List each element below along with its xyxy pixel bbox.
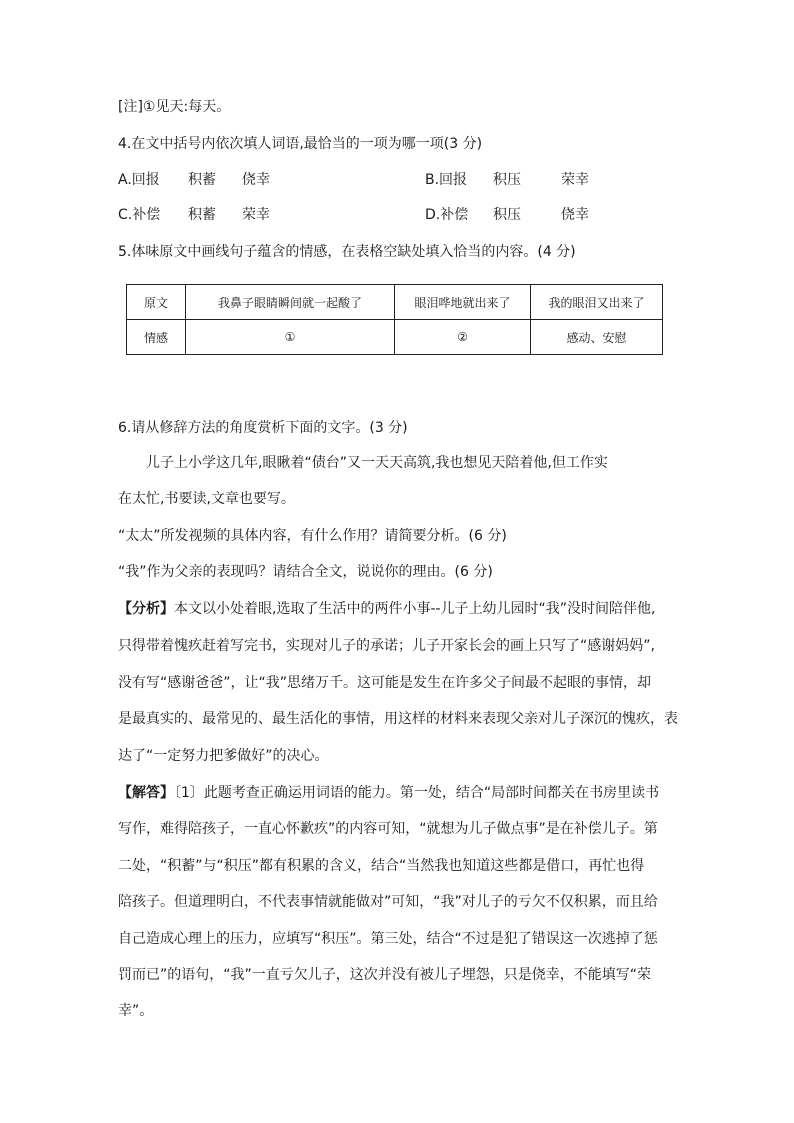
answer-line: 写作，难得陪孩子，一直心怀歉疚”的内容可知，“就想为儿子做点事”是在补偿儿子。第 bbox=[118, 821, 658, 837]
table-cell: 感动、安慰 bbox=[531, 320, 663, 355]
option-letter: D.补偿 bbox=[425, 207, 469, 223]
analysis-line: 达了“一定努力把爹做好”的决心。 bbox=[118, 748, 329, 764]
analysis-text: 本文以小处着眼,选取了生活中的两件小事--儿子上幼儿园时“我”没时间陪伴他, bbox=[174, 601, 656, 617]
option-word: 荣幸 bbox=[561, 172, 589, 188]
option-d bbox=[425, 204, 589, 224]
analysis-line bbox=[118, 598, 656, 618]
table-cell: 情感 bbox=[127, 320, 186, 355]
answer-line: 幸”。 bbox=[118, 1003, 154, 1019]
analysis-line: 没有写“感谢爸爸”，让“我”思绪万千。这可能是发生在许多父子间最不起眼的事情，却 bbox=[118, 675, 652, 691]
answer-line: 罚而已”的语句，“我”一直亏欠儿子，这次并没有被儿子埋怨，只是侥幸，不能填写“荣 bbox=[118, 967, 652, 983]
table-cell: 我鼻子眼睛瞬间就一起酸了 bbox=[186, 285, 395, 320]
answer-line: 自己造成心理上的压力，应填写“积压”。第三处，结合“不过是犯了错误这一次逃掉了惩 bbox=[118, 931, 658, 947]
table-cell: ① bbox=[186, 320, 395, 355]
option-word: 积压 bbox=[493, 172, 521, 188]
answer-line bbox=[118, 782, 659, 802]
option-word: 荣幸 bbox=[242, 207, 270, 223]
question-8-stem: “我”作为父亲的表现吗？请结合全文，说说你的理由。(6 分) bbox=[118, 564, 493, 580]
answer-line: 二处，“积蓄”与“积压”都有积累的含义，结合“当然我也知道这些都是借口，再忙也得 bbox=[118, 858, 645, 874]
table-cell: 我的眼泪又出来了 bbox=[531, 285, 663, 320]
note-line: [注]①见天:每天。 bbox=[118, 99, 231, 115]
table-row bbox=[127, 320, 663, 355]
table-row bbox=[127, 285, 663, 320]
answer-label: 【解答】 bbox=[118, 785, 174, 801]
option-letter: A.回报 bbox=[118, 172, 160, 188]
answer-text: 〔1〕此题考查正确运用词语的能力。第一处，结合“局部时间都关在书房里读书 bbox=[174, 785, 660, 801]
question-6-stem: 6.请从修辞方法的角度赏析下面的文字。(3 分) bbox=[118, 420, 408, 436]
analysis-line: 只得带着愧疚赶着写完书，实现对儿子的承诺；儿子开家长会的画上只写了“感谢妈妈”, bbox=[118, 638, 655, 654]
option-word: 积压 bbox=[493, 207, 521, 223]
option-b bbox=[425, 169, 589, 189]
option-letter: B.回报 bbox=[425, 172, 468, 188]
option-word: 侥幸 bbox=[242, 172, 270, 188]
analysis-label: 【分析】 bbox=[118, 601, 174, 617]
option-word: 积蓄 bbox=[188, 172, 216, 188]
option-letter: C.补偿 bbox=[118, 207, 161, 223]
question-4-stem: 4.在文中括号内依次填人词语,最恰当的一项为哪一项(3 分) bbox=[118, 136, 483, 152]
table-cell: 眼泪哗地就出来了 bbox=[395, 285, 531, 320]
quote-line: 儿子上小学这几年,眼瞅着“债台”又一天天高筑,我也想见天陪着他,但工作实 bbox=[146, 455, 608, 471]
option-c bbox=[118, 204, 270, 224]
table-cell: 原文 bbox=[127, 285, 186, 320]
answer-line: 陪孩子。但道理明白，不代表事情就能做对”可知，“我”对儿子的亏欠不仅积累，而且给 bbox=[118, 894, 658, 910]
quote-line: 在太忙,书要读,文章也要写。 bbox=[118, 491, 295, 507]
option-word: 侥幸 bbox=[561, 207, 589, 223]
option-a bbox=[118, 169, 270, 189]
emotion-table bbox=[126, 284, 663, 355]
question-5-stem: 5.体味原文中画线句子蕴含的情感，在表格空缺处填入恰当的内容。(4 分) bbox=[118, 244, 576, 260]
table-cell: ② bbox=[395, 320, 531, 355]
option-word: 积蓄 bbox=[188, 207, 216, 223]
question-7-stem: “太太”所发视频的具体内容，有什么作用？请简要分析。(6 分) bbox=[118, 528, 507, 544]
analysis-line: 是最真实的、最常见的、最生活化的事情，用这样的材料来表现父亲对儿子深沉的愧疚，表 bbox=[118, 711, 678, 727]
